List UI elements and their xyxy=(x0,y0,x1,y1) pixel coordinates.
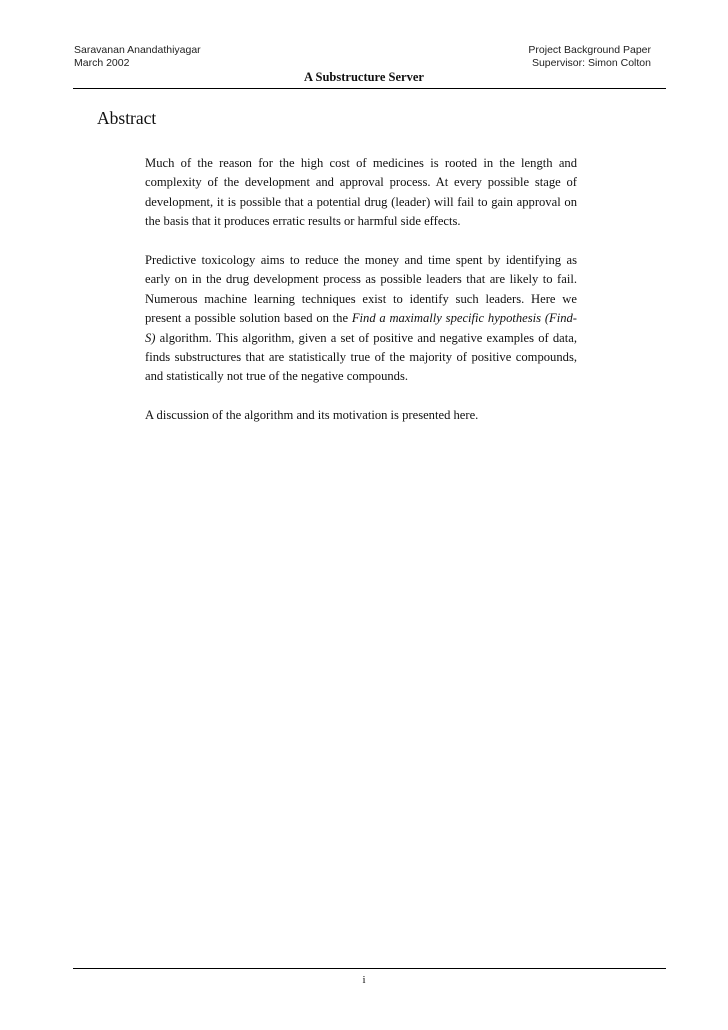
footer-divider xyxy=(73,968,666,969)
abstract-heading: Abstract xyxy=(97,108,157,128)
abstract-paragraph-1: Much of the reason for the high cost of medicines is rooted in the length and complexity of the development and approval process. At every possible stage of development, it is possible that a potential drug (leader) will fail to gain approval on the basis that it produces erratic results or harmful side effects. xyxy=(145,156,577,229)
abstract-body xyxy=(145,154,577,445)
abstract-paragraph-3: A discussion of the algorithm and its motivation is presented here. xyxy=(145,408,479,423)
header-divider xyxy=(73,88,666,89)
paragraph-2-text-end: algorithm. This algorithm, given a set of positive and negative examples of data, finds substructures that are statistically true of the majority of positive compounds, and statistically not true of the negative compounds. xyxy=(145,330,577,384)
paper-type: Project Background Paper xyxy=(528,44,651,56)
document-date: March 2002 xyxy=(74,57,130,69)
page-number: i xyxy=(362,974,366,986)
header-right xyxy=(528,44,651,70)
algorithm-name-emphasis: Find a maximally specific hypothesis (Find-S) xyxy=(145,311,577,345)
abstract-paragraph-2 xyxy=(145,251,577,387)
document-title: A Substructure Server xyxy=(304,70,424,84)
supervisor: Supervisor: Simon Colton xyxy=(531,57,651,69)
paragraph-2-text-start: Predictive toxicology aims to reduce the money and time spent by identifying as early on in the drug development process as possible leaders that are likely to fail. Numerous machine learning techniques exist to identify such leaders. Here we present a possible solution based on the xyxy=(145,253,577,326)
author-name: Saravanan Anandathiyagar xyxy=(74,44,201,56)
header-left xyxy=(74,44,201,70)
